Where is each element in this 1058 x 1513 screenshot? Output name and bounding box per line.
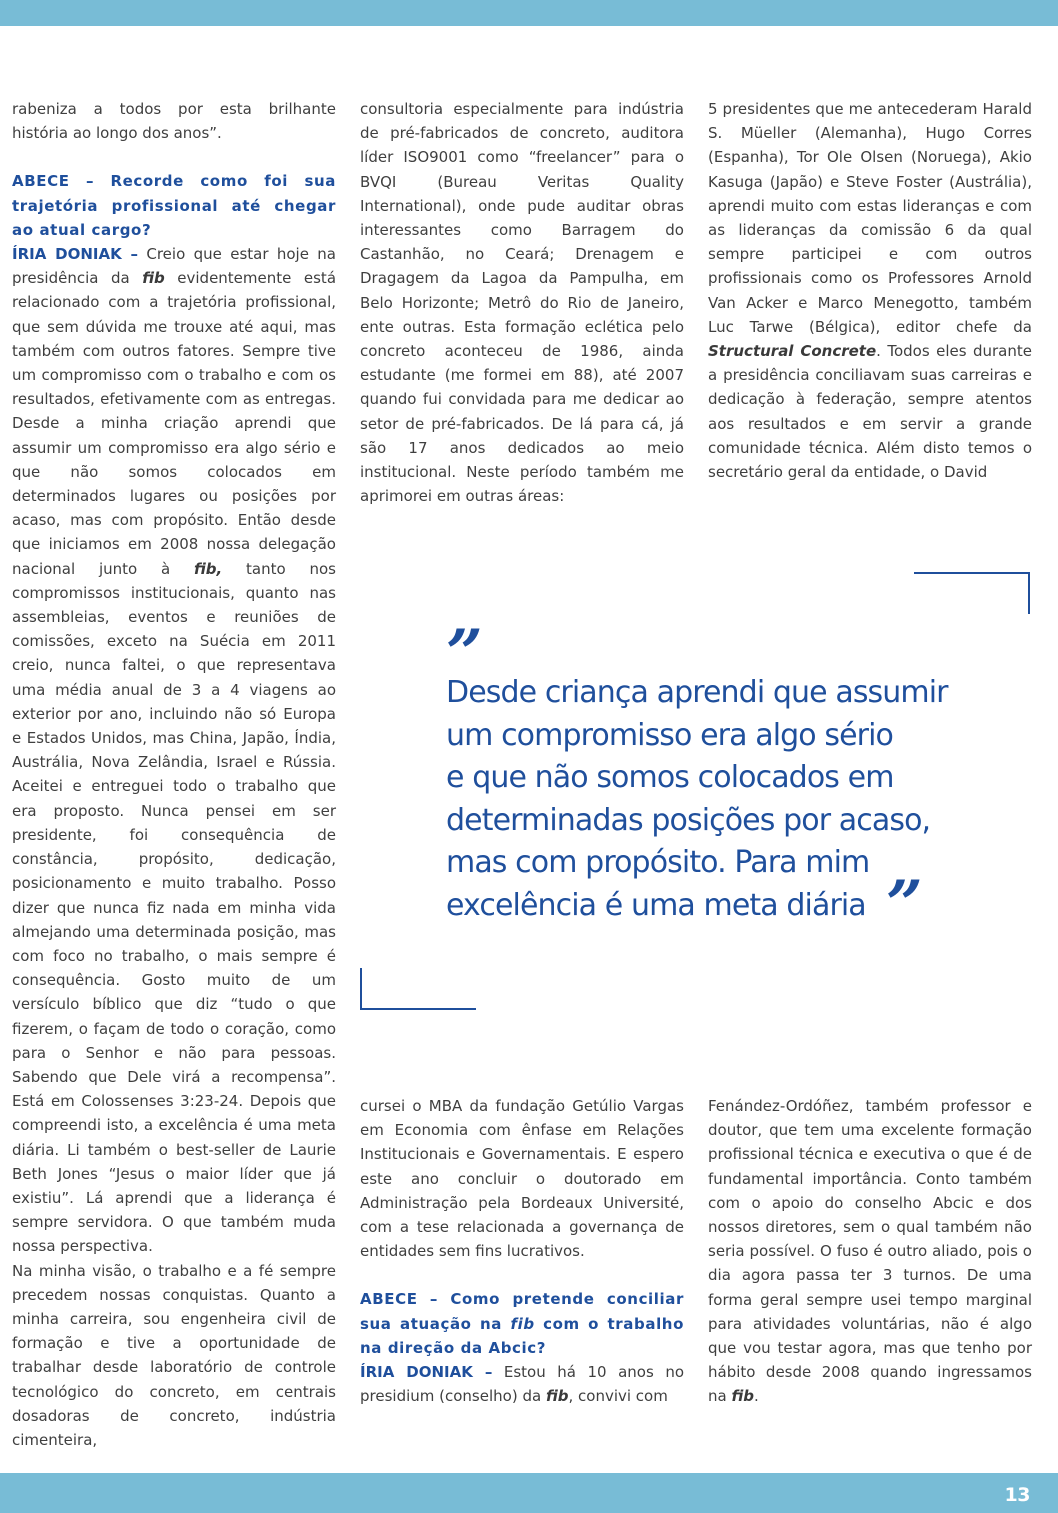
- fib-term: fib: [142, 269, 165, 288]
- pull-quote-line: mas com propósito. Para mim: [446, 845, 870, 880]
- answer-text: , convivi com: [568, 1387, 668, 1406]
- paragraph-text: . Todos eles durante a presidência conciliavam suas carreiras e dedicação à federação, sempre atentos aos resultados e em servir a grande comunidade técnica. Além disto temos o secretário geral da entidade, o David: [708, 342, 1032, 482]
- interview-question: [12, 169, 336, 242]
- answer-text: evidentemente está relacionado com a trajetória profissional, que sem dúvida me trouxe até aqui, mas também com outros fatores. Sempre tive um compromisso com o trabalho e com os resultados, efetivamente com as entregas. Desde a minha criação aprendi que assumir um compromisso era algo sério e que não somos colocados em determinados lugares ou posições por acaso, mas com propósito. Então desde que iniciamos em 2008 nossa delegação nacional junto à: [12, 269, 337, 578]
- bottom-color-band: [0, 1473, 1058, 1513]
- paragraph: Na minha visão, o trabalho e a fé sempre precedem nossas conquistas. Quanto a minha carreira, sou engenheira civil de formação e tive a oportunidade de trabalhar desde laboratório de controle tecnológico do concreto, em centrais dosadoras de concreto, indústria cimenteira,: [12, 1261, 336, 1449]
- paragraph: rabeniza a todos por esta brilhante história ao longo dos anos”.: [12, 100, 336, 143]
- paragraph: [708, 1094, 1032, 1409]
- quote-frame-corner-bottom: [360, 1008, 476, 1010]
- paragraph: cursei o MBA da fundação Getúlio Vargas em Economia com ênfase em Relações Institucionais e Governamentais. E espero este ano concluir o doutorado em Administração pela Bordeaux Université, com a tese relacionada a governança de entidades sem fins lucrativos.: [360, 1097, 684, 1261]
- answer-speaker-label: ÍRIA DONIAK –: [360, 1363, 493, 1382]
- question-text: ABECE – Como pretende conciliar sua atuação na: [360, 1290, 684, 1333]
- journal-title: Structural Concrete: [708, 342, 877, 361]
- answer-text: tanto nos compromissos institucionais, quanto nas assembleias, eventos e reuniões de comissões, exceto na Suécia em 2011 creio, nunca faltei, o que representava uma média anual de 3 a 4 viagens ao exterior por ano, incluindo não só Europa e Estados Unidos, mas China, Japão, Índia, Austrália, Nova Zelândia, Israel e Rússia. Aceitei e entreguei todo o trabalho que era proposto. Nunca pensei em ser presidente, foi consequência de constância, propósito, dedicação, posicionamento e muito trabalho. Posso dizer que nunca fiz nada em minha vida almejando uma determinada posição, mas com foco no trabalho, o mais sempre é consequência. Gosto muito de um versículo bíblico que diz “tudo o que fizerem, o façam de todo o coração, como para o Senhor e não para pessoas. Sabendo que Dele virá a recompensa”. Está em Colossenses 3:23-24. Depois que compreendi isto, a excelência é uma meta diária. Li também o best-seller de Laurie Beth Jones “Jesus o maior líder que já existiu”. Lá aprendi que a liderança é sempre servidora. O que também muda nossa perspectiva.: [12, 559, 336, 1256]
- answer-speaker-label: ÍRIA DONIAK –: [12, 245, 139, 264]
- article-column-2-top: [360, 97, 684, 508]
- fib-term: fib: [510, 1314, 535, 1333]
- quote-frame-corner-top: [914, 572, 1030, 574]
- question-text: ABECE – Recorde como foi sua trajetória profissional até chegar ao atual cargo?: [12, 172, 336, 239]
- paragraph-text: .: [754, 1387, 759, 1406]
- paragraph: [708, 97, 1032, 484]
- fib-term: fib: [731, 1387, 755, 1406]
- interview-answer: [360, 1360, 684, 1408]
- paragraph: consultoria especialmente para indústria de pré-fabricados de concreto, auditora líder ISO9001 como “freelancer” para o BVQI (Bureau Veritas Quality International), onde pude auditar obras interessantes como Barragem do Castanhão, no Ceará; Drenagem e Dragagem da Lagoa da Pampulha, em Belo Horizonte; Metrô do Rio de Janeiro, ente outras. Esta formação eclética pelo concreto aconteceu de 1986, ainda estudante (me formei em 88), até 2007 quando fui convidada para me dedicar ao setor de pré-fabricados. De lá para cá, já são 17 anos dedicados ao meio institucional. Neste período também me aprimorei em outras áreas:: [360, 100, 684, 506]
- fib-term: fib,: [194, 559, 223, 578]
- open-quote-mark-icon: ”: [446, 616, 479, 691]
- quote-frame-corner-top: [1028, 572, 1030, 614]
- article-column-1: [12, 97, 336, 1452]
- answer-text: Creio que estar hoje na presidência da: [12, 245, 336, 288]
- top-color-band: [0, 0, 1058, 26]
- pull-quote-line: e que não somos colocados em: [446, 760, 894, 795]
- interview-answer: [12, 242, 336, 1259]
- answer-text: Estou há 10 anos no presidium (conselho) da: [360, 1363, 685, 1406]
- article-column-3-top: [708, 97, 1032, 484]
- pull-quote-line: um compromisso era algo sério: [446, 717, 894, 753]
- interview-question: [360, 1287, 684, 1360]
- close-quote-mark-icon: ”: [886, 867, 919, 942]
- article-column-2-bottom: [360, 1094, 684, 1408]
- article-column-3-bottom: [708, 1094, 1032, 1409]
- pull-quote-line: determinadas posições por acaso,: [446, 802, 931, 838]
- quote-frame-corner-bottom: [360, 968, 362, 1010]
- page-number: 13: [1004, 1484, 1030, 1506]
- paragraph-text: Fenández-Ordóñez, também professor e doutor, que tem uma excelente formação profissional técnica e executiva o que é de fundamental importância. Conto também com o apoio do conselho Abcic e dos nossos diretores, sem o qual também não seria possível. O fuso é outro aliado, pois o dia agora passa ter 3 turnos. De uma forma geral sempre usei tempo marginal para atividades voluntárias, não é algo que vou testar agora, mas que tenho por hábito desde 2008 quando ingressamos na: [708, 1097, 1032, 1406]
- fib-term: fib: [545, 1387, 569, 1406]
- pull-quote-line: Desde criança aprendi que assumir: [446, 675, 948, 710]
- pull-quote-line: excelência é uma meta diária: [446, 887, 866, 923]
- question-text: com o trabalho na direção da Abcic?: [360, 1314, 684, 1357]
- paragraph-text: 5 presidentes que me antecederam Harald S. Müeller (Alemanha), Hugo Corres (Espanha), Tor Ole Olsen (Noruega), Akio Kasuga (Japão) e Steve Foster (Austrália), aprendi muito com estas lideranças e com as lideranças da comissão 6 da qual sempre participei e com outros profissionais como os Professores Arnold Van Acker e Marco Menegotto, também Luc Tarwe (Bélgica), editor chefe da: [708, 100, 1032, 336]
